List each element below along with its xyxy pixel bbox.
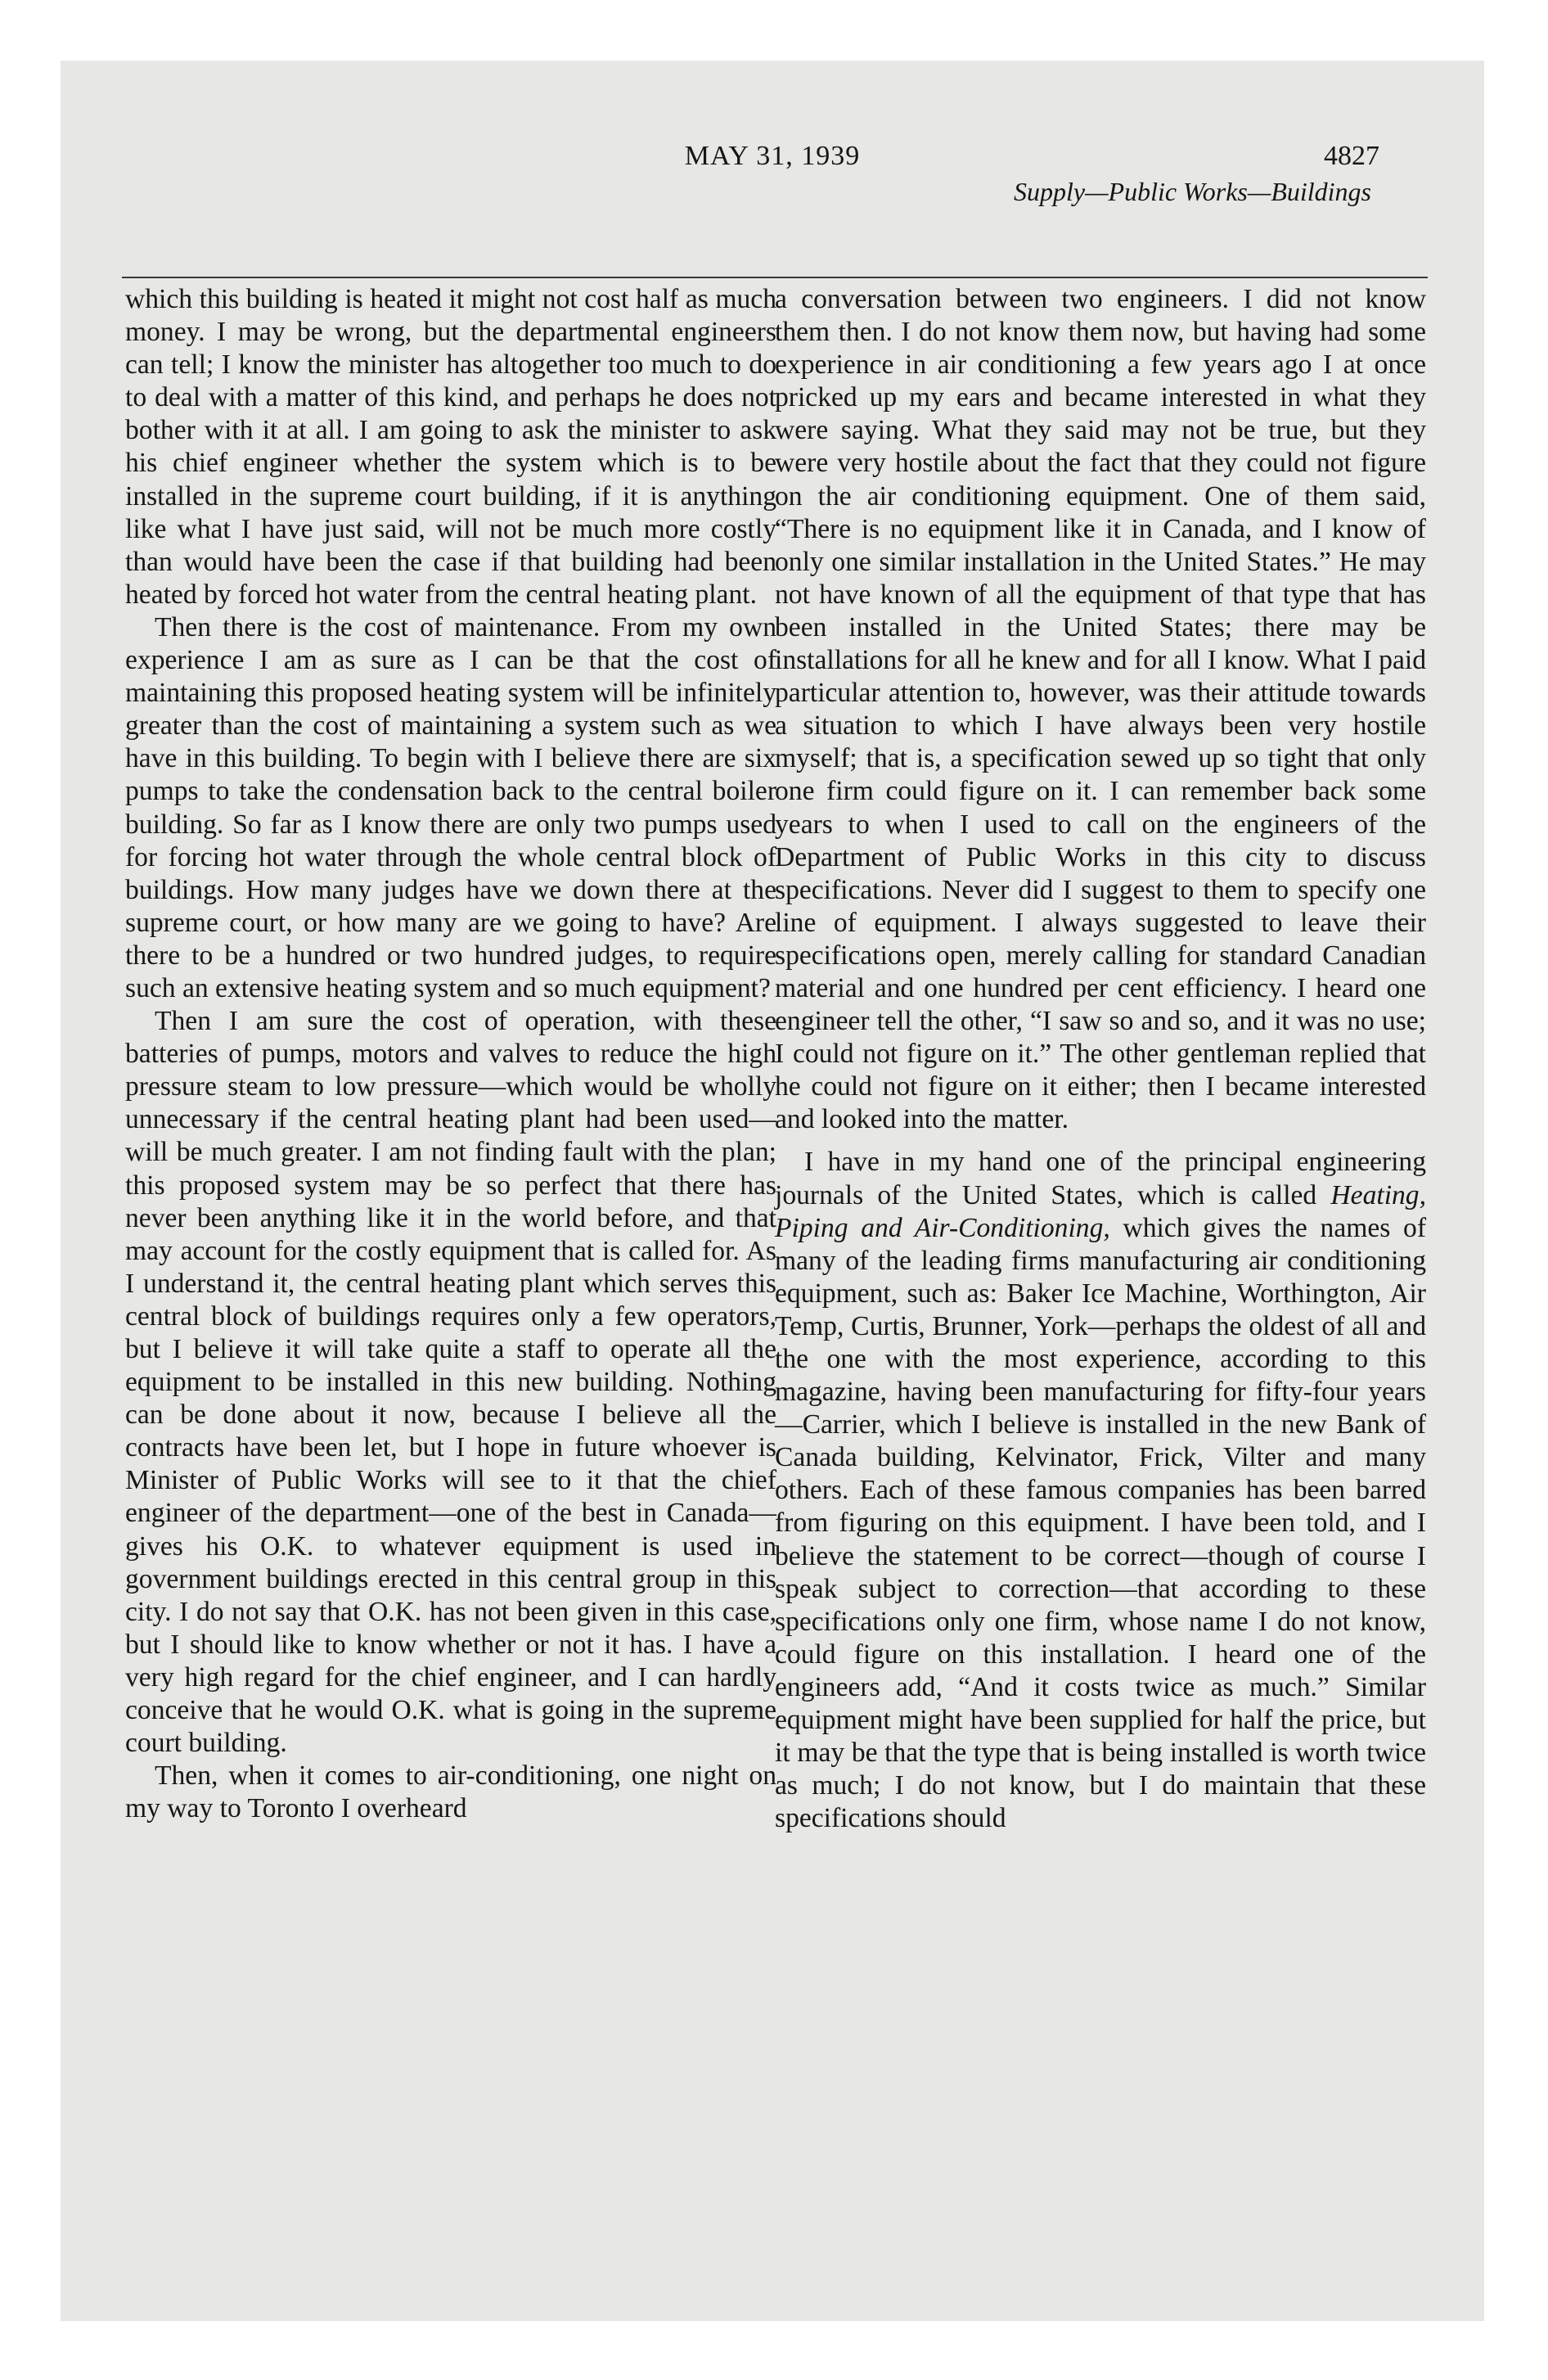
paragraph: Then there is the cost of maintenance. From my own experience I am as sure as I can be that the cost of maintaining this proposed heating system will be infinitely greater than the cost of maintaining a system such as we have in this building. To begin with I believe there are six pumps to take the condensation back to the central boiler building. So far as I know there are only two pumps used for forcing hot water through the whole central block of buildings. How many judges have we down there at the supreme court, or how many are we going to have? Are there to be a hundred or two hundred judges, to require such an extensive heating system and so much equipment? xyxy=(125,611,776,1003)
paragraph: Then I am sure the cost of operation, with these batteries of pumps, motors and valves to reduce the high pressure steam to low pressure—which would be wholly unnecessary if the central heating plant had been used—will be much greater. I am not finding fault with the plan; this proposed system may be so perfect that there has never been anything like it in the world before, and that may account for the costly equipment that is called for. As I understand it, the central heating plant which serves this central block of buildings requires only a few operators, but I believe it will take quite a staff to operate all the equipment to be installed in this new building. Nothing can be done about it now, because I believe all the contracts have been let, but I hope in future whoever is Minister of Public Works will see to it that the chief engineer of the department—one of the best in Canada—gives his O.K. to whatever equipment is used in government buildings erected in this central group in this city. I do not say that O.K. has not been given in this case, but I should like to know whether or not it has. I have a very high regard for the chief engineer, and I can hardly conceive that he would O.K. what is going in the supreme court building. xyxy=(125,1006,776,1759)
paragraph xyxy=(775,1146,1426,1835)
paragraph-text: which gives the names of many of the leading firms manufacturing air conditioning equipment, such as: Baker Ice Machine, Worthington, Air Temp, Curtis, Brunner, York—perhaps the oldest of all and the one with the most experience, according to this magazine, having been manufacturing for fifty-four years—Carrier, which I believe is installed in the new Bank of Canada building, Kelvinator, Frick, Vilter and many others. Each of these famous companies has been barred from figuring on this equipment. I have been told, and I believe the statement to be correct—though of course I speak subject to correction—that according to these specifications only one firm, whose name I do not know, could figure on this installation. I heard one of the engineers add, “And it costs twice as much.” Similar equipment might have been supplied for half the price, but it may be that the type that is being installed is worth twice as much; I do not know, but I do maintain that these specifications should xyxy=(775,1212,1427,1834)
header-rule xyxy=(122,277,1428,278)
section-title: Supply—Public Works—Buildings xyxy=(1013,177,1371,206)
journal-title: Heating, Piping and Air-Conditioning, xyxy=(775,1179,1426,1243)
right-column xyxy=(775,283,1426,1835)
paragraph: a conversation between two engineers. I did not know them then. I do not know them now, but having had some experience in air conditioning a few years ago I at once pricked up my ears and became interested in what they were saying. What they said may not be true, but they were very hostile about the fact that they could not figure on the air conditioning equipment. One of them said, “There is no equipment like it in Canada, and I know of only one similar installation in the United States.” He may not have known of all the equipment of that type that has been installed in the United States; there may be installations for all he knew and for all I know. What I paid particular attention to, however, was their attitude towards a situation to which I have always been very hostile myself; that is, a specification sewed up so tight that only one firm could figure on it. I can remember back some years to when I used to call on the engineers of the Department of Public Works in this city to discuss specifications. Never did I suggest to them to specify one line of equipment. I always suggested to leave their specifications open, merely calling for standard Canadian material and one hundred per cent efficiency. I heard one engineer tell the other, “I saw so and so, and it was no use; I could not figure on it.” The other gentleman replied that he could not figure on it either; then I became interested and looked into the matter. xyxy=(775,284,1426,1135)
paragraph: Then, when it comes to air-conditioning, one night on my way to Toronto I overheard xyxy=(125,1760,776,1824)
left-column xyxy=(125,283,776,1825)
paragraph-text: I have in my hand one of the principal engineering journals of the United States, which is called xyxy=(775,1147,1426,1210)
page-date: MAY 31, 1939 xyxy=(684,141,861,171)
paragraph: which this building is heated it might not cost half as much money. I may be wrong, but the departmental engineers can tell; I know the minister has altogether too much to do to deal with a matter of this kind, and perhaps he does not bother with it at all. I am going to ask the minister to ask his chief engineer whether the system which is to be installed in the supreme court building, if it is anything like what I have just said, will not be much more costly than would have been the case if that building had been heated by forced hot water from the central heating plant. xyxy=(125,284,776,610)
book-page xyxy=(61,61,1484,2321)
page-number: 4827 xyxy=(1324,141,1379,171)
page-header xyxy=(61,141,1484,231)
